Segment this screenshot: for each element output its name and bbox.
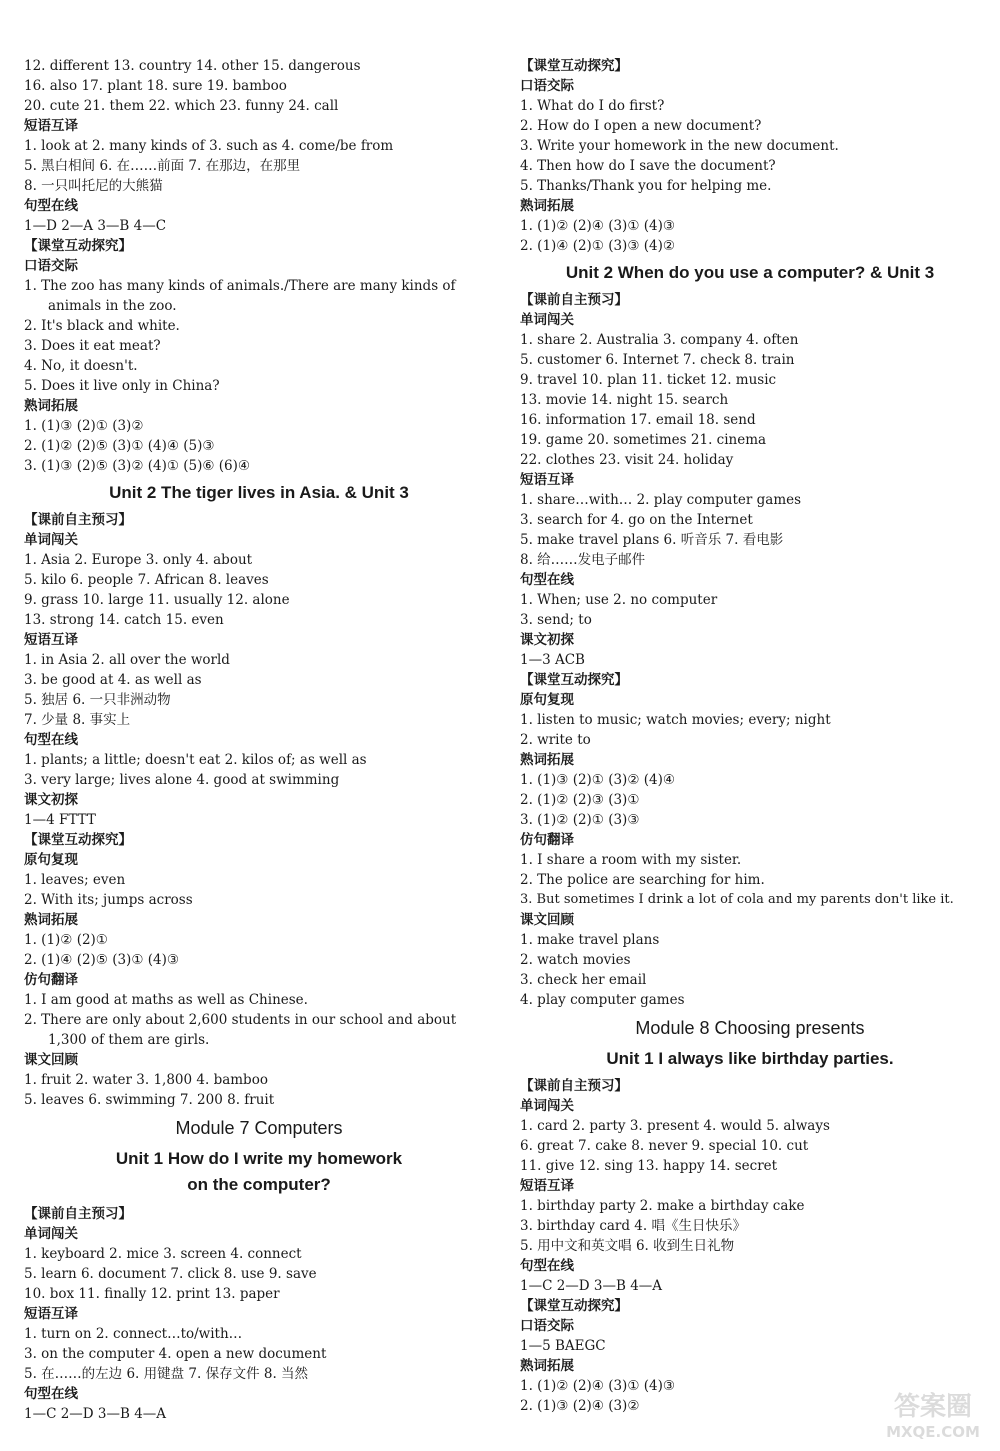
section-heading: 原句复现	[24, 852, 78, 868]
answer-line: 3. send; to	[520, 612, 592, 628]
answer-line: 2. write to	[520, 732, 591, 748]
answer-line: 1. look at 2. many kinds of 3. such as 4. come/be from	[24, 138, 394, 154]
section-heading: 【课堂互动探究】	[520, 672, 628, 688]
section-heading: 口语交际	[520, 1318, 574, 1334]
answer-line: 1. fruit 2. water 3. 1,800 4. bamboo	[24, 1072, 268, 1088]
answer-line: 1. (1)③ (2)① (3)②	[24, 418, 144, 434]
answer-line: 13. strong 14. catch 15. even	[24, 612, 224, 628]
unit-title: Unit 1 I always like birthday parties.	[606, 1049, 894, 1068]
answer-line: 1. listen to music; watch movies; every; night	[520, 712, 831, 728]
answer-line: 11. give 12. sing 13. happy 14. secret	[520, 1158, 778, 1174]
section-heading: 熟词拓展	[24, 398, 78, 414]
answer-line: 1. I share a room with my sister.	[520, 852, 742, 868]
section-heading: 句型在线	[24, 732, 78, 748]
answer-line: 1—5 BAEGC	[520, 1338, 606, 1354]
section-heading: 【课堂互动探究】	[520, 58, 628, 74]
left-column	[24, 56, 494, 1424]
watermark-logo	[874, 1385, 992, 1443]
answer-line: 5. 独居 6. 一只非洲动物	[24, 692, 171, 708]
answer-line: 1. leaves; even	[24, 872, 126, 888]
watermark-text-bottom: MXQE.COM	[886, 1423, 980, 1441]
answer-line: 9. grass 10. large 11. usually 12. alone	[24, 592, 290, 608]
section-heading: 口语交际	[520, 78, 574, 94]
watermark-text-top: 答案圈	[893, 1392, 973, 1422]
answer-line: 3. birthday card 4. 唱《生日快乐》	[520, 1218, 746, 1234]
unit-title-continued: on the computer?	[187, 1175, 331, 1194]
answer-line: 5. 用中文和英文唱 6. 收到生日礼物	[520, 1238, 735, 1254]
section-heading: 【课前自主预习】	[520, 1078, 628, 1094]
section-heading: 【课前自主预习】	[24, 1206, 132, 1222]
answer-line: 16. also 17. plant 18. sure 19. bamboo	[24, 78, 287, 94]
answer-line: 2. (1)② (2)③ (3)①	[520, 792, 640, 808]
answer-line: 12. different 13. country 14. other 15. dangerous	[24, 58, 361, 74]
section-heading: 短语互译	[520, 472, 574, 488]
section-heading: 【课前自主预习】	[520, 292, 628, 308]
answer-line: 5. kilo 6. people 7. African 8. leaves	[24, 572, 269, 588]
answer-line: 5. make travel plans 6. 听音乐 7. 看电影	[520, 532, 784, 548]
section-heading: 短语互译	[24, 632, 78, 648]
answer-line: 1. plants; a little; doesn't eat 2. kilos of; as well as	[24, 752, 367, 768]
answer-line: 5. learn 6. document 7. click 8. use 9. save	[24, 1266, 317, 1282]
section-heading: 课文回顾	[520, 912, 574, 928]
section-heading: 熟词拓展	[520, 1358, 574, 1374]
answer-line: 5. 在……的左边 6. 用键盘 7. 保存文件 8. 当然	[24, 1366, 309, 1382]
section-heading: 仿句翻译	[520, 832, 574, 848]
answer-line: 7. 少量 8. 事实上	[24, 712, 131, 728]
answer-line: 2. There are only about 2,600 students in our school and about	[24, 1012, 457, 1028]
answer-line: 3. check her email	[520, 972, 647, 988]
right-column	[520, 56, 980, 1416]
section-heading: 单词闯关	[520, 1098, 574, 1114]
answer-line: 3. search for 4. go on the Internet	[520, 512, 753, 528]
section-heading: 【课堂互动探究】	[520, 1298, 628, 1314]
answer-line: 1. (1)② (2)④ (3)① (4)③	[520, 1378, 675, 1394]
section-heading: 【课堂互动探究】	[24, 238, 132, 254]
answer-line: 1. birthday party 2. make a birthday cake	[520, 1198, 805, 1214]
answer-line: 20. cute 21. them 22. which 23. funny 24. call	[24, 98, 339, 114]
answer-line: 4. play computer games	[520, 992, 685, 1008]
answer-line: 2. With its; jumps across	[24, 892, 193, 908]
module-title: Module 7 Computers	[175, 1118, 343, 1138]
answer-line: 1. What do I do first?	[520, 98, 665, 114]
answer-line: 1. (1)② (2)④ (3)① (4)③	[520, 218, 675, 234]
section-heading: 短语互译	[24, 1306, 78, 1322]
answer-line: 8. 一只叫托尼的大熊猫	[24, 178, 163, 194]
answer-line: 8. 给……发电子邮件	[520, 552, 646, 568]
section-heading: 句型在线	[520, 572, 574, 588]
answer-line: 1—C 2—D 3—B 4—A	[24, 1406, 167, 1422]
answer-line: 4. Then how do I save the document?	[520, 158, 776, 174]
section-heading: 句型在线	[24, 198, 78, 214]
section-heading: 单词闯关	[520, 312, 574, 328]
section-heading: 课文回顾	[24, 1052, 78, 1068]
answer-line: 1—3 ACB	[520, 652, 585, 668]
answer-line: 1,300 of them are girls.	[48, 1032, 210, 1048]
answer-line: 1. in Asia 2. all over the world	[24, 652, 230, 668]
answer-line: 2. (1)④ (2)⑤ (3)① (4)③	[24, 952, 179, 968]
answer-line: 3. Write your homework in the new document.	[520, 138, 839, 154]
answer-line: 5. 黑白相间 6. 在……前面 7. 在那边，在那里	[24, 158, 301, 174]
answer-line: 2. How do I open a new document?	[520, 118, 762, 134]
section-heading: 熟词拓展	[24, 912, 78, 928]
section-heading: 仿句翻译	[24, 972, 78, 988]
answer-line: 2. (1)② (2)⑤ (3)① (4)④ (5)③	[24, 438, 215, 454]
answer-line: 3. be good at 4. as well as	[24, 672, 202, 688]
unit-title: Unit 2 The tiger lives in Asia. & Unit 3	[109, 483, 409, 502]
answer-line: 3. on the computer 4. open a new document	[24, 1346, 327, 1362]
answer-line: 5. Thanks/Thank you for helping me.	[520, 178, 772, 194]
module-title: Module 8 Choosing presents	[635, 1018, 865, 1038]
section-heading: 口语交际	[24, 258, 78, 274]
section-heading: 单词闯关	[24, 532, 78, 548]
answer-line: 1. make travel plans	[520, 932, 660, 948]
answer-line: 10. box 11. finally 12. print 13. paper	[24, 1286, 280, 1302]
section-heading: 【课堂互动探究】	[24, 832, 132, 848]
answer-line: 2. The police are searching for him.	[520, 872, 765, 888]
section-heading: 【课前自主预习】	[24, 512, 132, 528]
answer-line: 16. information 17. email 18. send	[520, 412, 756, 428]
answer-line: 2. (1)③ (2)④ (3)②	[520, 1398, 640, 1414]
answer-line: 1. card 2. party 3. present 4. would 5. always	[520, 1118, 830, 1134]
answer-line: 19. game 20. sometimes 21. cinema	[520, 432, 767, 448]
unit-title: Unit 2 When do you use a computer? & Unit 3	[565, 263, 935, 282]
answer-line: 3. very large; lives alone 4. good at swimming	[24, 772, 340, 788]
answer-line: 1. turn on 2. connect…to/with…	[24, 1326, 243, 1342]
answer-line: 1. keyboard 2. mice 3. screen 4. connect	[24, 1246, 302, 1262]
section-heading: 熟词拓展	[520, 752, 574, 768]
answer-line: 1. (1)③ (2)① (3)② (4)④	[520, 772, 675, 788]
answer-line: 2. It's black and white.	[24, 318, 180, 334]
answer-line: 13. movie 14. night 15. search	[520, 392, 729, 408]
section-heading: 句型在线	[520, 1258, 574, 1274]
answer-line: 1. When; use 2. no computer	[520, 592, 718, 608]
answer-line: animals in the zoo.	[48, 298, 177, 314]
answer-line: 1—4 FTTT	[24, 812, 96, 828]
section-heading: 原句复现	[520, 692, 574, 708]
answer-line: 1. Asia 2. Europe 3. only 4. about	[24, 552, 253, 568]
answer-line: 1—D 2—A 3—B 4—C	[24, 218, 167, 234]
answer-line: 2. watch movies	[520, 952, 631, 968]
answer-line: 1—C 2—D 3—B 4—A	[520, 1278, 663, 1294]
answer-line: 22. clothes 23. visit 24. holiday	[520, 452, 734, 468]
answer-line: 3. But sometimes I drink a lot of cola and my parents don't like it.	[520, 892, 954, 907]
answer-line: 5. customer 6. Internet 7. check 8. train	[520, 352, 795, 368]
answer-line: 3. (1)③ (2)⑤ (3)② (4)① (5)⑥ (6)④	[24, 458, 250, 474]
answer-line: 1. I am good at maths as well as Chinese.	[24, 992, 308, 1008]
section-heading: 短语互译	[520, 1178, 574, 1194]
answer-line: 4. No, it doesn't.	[24, 358, 138, 374]
answer-line: 9. travel 10. plan 11. ticket 12. music	[520, 372, 777, 388]
section-heading: 短语互译	[24, 118, 78, 134]
answer-line: 1. share…with… 2. play computer games	[520, 492, 802, 508]
unit-title: Unit 1 How do I write my homework	[115, 1149, 403, 1168]
section-heading: 句型在线	[24, 1386, 78, 1402]
answer-line: 5. Does it live only in China?	[24, 378, 220, 394]
section-heading: 熟词拓展	[520, 198, 574, 214]
section-heading: 单词闯关	[24, 1226, 78, 1242]
answer-line: 1. share 2. Australia 3. company 4. often	[520, 332, 799, 348]
answer-line: 2. (1)④ (2)① (3)③ (4)②	[520, 238, 675, 254]
section-heading: 课文初探	[24, 792, 78, 808]
answer-line: 3. (1)② (2)① (3)③	[520, 812, 640, 828]
answer-line: 6. great 7. cake 8. never 9. special 10. cut	[520, 1138, 809, 1154]
answer-line: 1. The zoo has many kinds of animals./There are many kinds of	[24, 278, 456, 294]
answer-line: 1. (1)② (2)①	[24, 932, 108, 948]
section-heading: 课文初探	[520, 632, 574, 648]
answer-line: 5. leaves 6. swimming 7. 200 8. fruit	[24, 1092, 275, 1108]
answer-line: 3. Does it eat meat?	[24, 338, 161, 354]
